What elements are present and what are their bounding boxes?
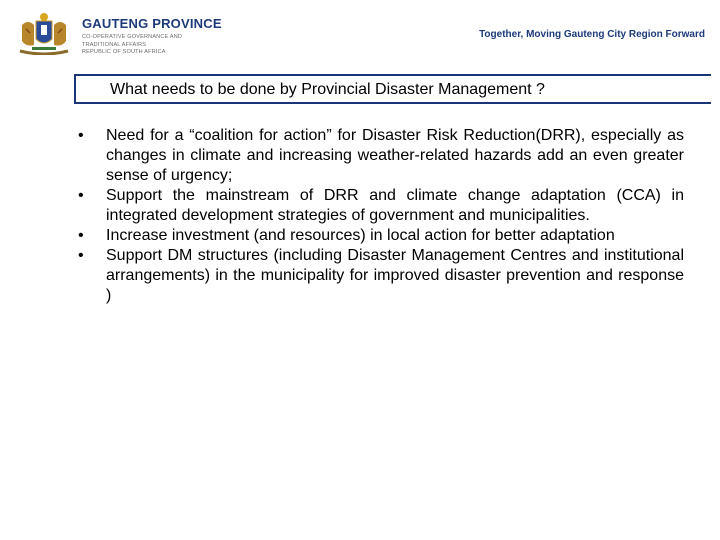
department-line: REPUBLIC OF SOUTH AFRICA [82,49,166,55]
bullet-list [78,126,684,306]
department-line: CO-OPERATIVE GOVERNANCE AND [82,34,183,40]
bullet-icon: • [78,227,84,244]
list-item [78,246,684,306]
list-item [78,126,684,186]
slogan: Together, Moving Gauteng City Region Forward [479,29,705,40]
bullet-text: Need for a “coalition for action” for Disaster Risk Reduction(DRR), especially as changes in climate and increasing weather-related hazards add an even greater sense of urgency; [106,127,684,184]
bullet-text: Increase investment (and resources) in local action for better adaptation [106,227,615,244]
province-block [82,16,222,57]
bullet-icon: • [78,187,84,204]
coat-of-arms-icon [14,11,74,55]
list-item [78,186,684,226]
bullet-icon: • [78,127,84,144]
province-name: GAUTENG PROVINCE [82,16,222,31]
slide-title: What needs to be done by Provincial Disaster Management ? [110,81,545,98]
list-item [78,226,684,246]
bullet-icon: • [78,247,84,264]
title-box [76,76,711,102]
slide-title-bar [74,74,711,104]
department-line: TRADITIONAL AFFAIRS [82,41,147,48]
department-name [82,34,222,57]
bullet-text: Support DM structures (including Disaster Management Centres and institutional arrangements) in the municipality for improved disaster prevention and response ) [106,247,684,304]
bullet-text: Support the mainstream of DRR and climate change adaptation (CCA) in integrated development strategies of government and municipalities. [106,187,684,224]
header [0,0,720,62]
